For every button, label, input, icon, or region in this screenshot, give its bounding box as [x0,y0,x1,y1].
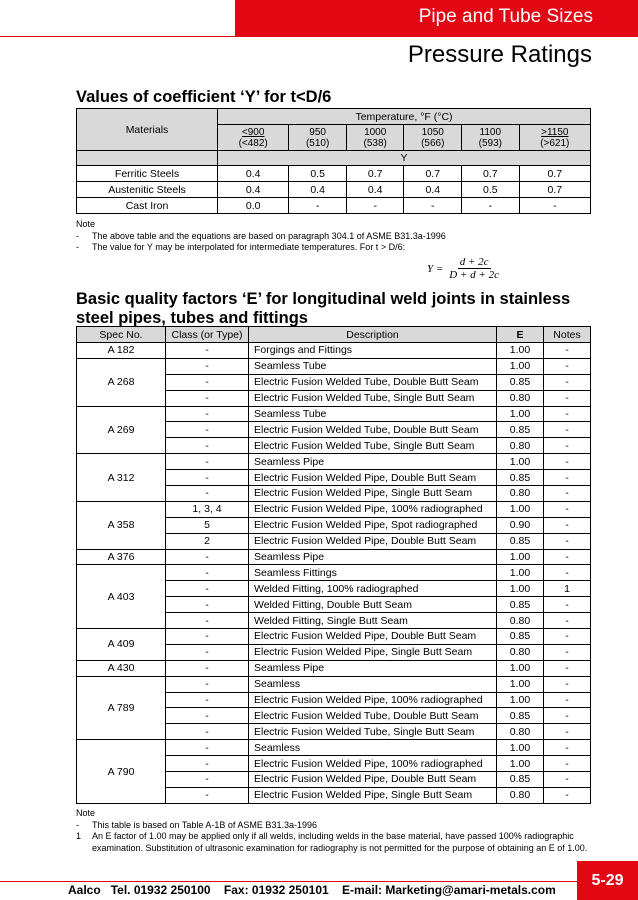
e-value-cell: 1.00 [497,676,544,692]
e-value-cell: 0.80 [497,787,544,803]
description-cell: Electric Fusion Welded Pipe, 100% radiographed [249,756,497,772]
class-cell: - [166,343,249,359]
notes-cell: - [544,343,591,359]
description-cell: Electric Fusion Welded Tube, Double Butt Seam [249,708,497,724]
e-value-cell: 1.00 [497,692,544,708]
footer-company: Aalco [68,883,101,897]
description-cell: Electric Fusion Welded Pipe, Double Butt Seam [249,772,497,788]
y-value-cell: 0.4 [218,166,289,182]
spec-cell: A 269 [77,406,166,454]
table-row [77,454,591,470]
y-table-row [77,198,591,214]
table-row [77,660,591,676]
description-cell: Electric Fusion Welded Pipe, Single Butt Seam [249,644,497,660]
y-value-cell: 0.7 [404,166,462,182]
y-value-cell: 0.7 [519,166,590,182]
spec-cell: A 268 [77,358,166,406]
notes-cell: 1 [544,581,591,597]
notes-cell: - [544,517,591,533]
class-cell: - [166,740,249,756]
description-cell: Seamless Pipe [249,660,497,676]
spec-cell: A 358 [77,501,166,549]
e-value-cell: 1.00 [497,740,544,756]
y-value-cell: 0.4 [218,182,289,198]
e-value-cell: 0.85 [497,629,544,645]
y-value-cell: - [462,198,520,214]
y-value-cell: 0.4 [404,182,462,198]
class-cell: 2 [166,533,249,549]
section-banner [235,0,638,36]
note-title: Note [76,808,96,818]
spec-cell: A 182 [77,343,166,359]
temp-col-3: 1050 (566) [404,125,462,151]
temp-col-0: <900 (<482) [218,125,289,151]
notes-cell: - [544,358,591,374]
class-cell: - [166,374,249,390]
description-cell: Seamless [249,676,497,692]
class-cell: 1, 3, 4 [166,501,249,517]
class-cell: - [166,565,249,581]
table-row [77,501,591,517]
e-table-heading: Basic quality factors ‘E’ for longitudinal weld joints in stainless steel pipes, tubes and fittings [76,290,571,327]
class-cell: - [166,438,249,454]
materials-header: Materials [77,109,218,151]
notes-cell: - [544,787,591,803]
page-number: 5-29 [577,861,638,900]
notes-cell: - [544,740,591,756]
footer-contact [68,883,556,897]
description-cell: Electric Fusion Welded Pipe, Double Butt Seam [249,629,497,645]
y-value-cell: 0.7 [519,182,590,198]
e-value-cell: 1.00 [497,454,544,470]
y-value-cell: 0.0 [218,198,289,214]
y-value-cell: - [519,198,590,214]
class-cell: - [166,676,249,692]
notes-cell: - [544,629,591,645]
class-cell: - [166,724,249,740]
description-cell: Welded Fitting, Single Butt Seam [249,613,497,629]
y-table-row [77,182,591,198]
e-value-cell: 0.85 [497,772,544,788]
description-cell: Electric Fusion Welded Pipe, Spot radiographed [249,517,497,533]
class-cell: - [166,549,249,565]
description-cell: Forgings and Fittings [249,343,497,359]
y-value-cell: 0.4 [346,182,404,198]
description-cell: Seamless [249,740,497,756]
description-cell: Electric Fusion Welded Tube, Double Butt Seam [249,422,497,438]
description-cell: Electric Fusion Welded Pipe, 100% radiographed [249,692,497,708]
e-value-cell: 0.80 [497,486,544,502]
notes-cell: - [544,374,591,390]
e-value-cell: 0.80 [497,438,544,454]
notes-cell: - [544,613,591,629]
y-value-cell: - [404,198,462,214]
class-cell: - [166,358,249,374]
col-notes: Notes [544,327,591,343]
e-value-cell: 1.00 [497,549,544,565]
temp-col-5: >1150 (>621) [519,125,590,151]
table-row [77,629,591,645]
col-class: Class (or Type) [166,327,249,343]
notes-cell: - [544,756,591,772]
e-value-cell: 0.85 [497,470,544,486]
e-value-cell: 1.00 [497,581,544,597]
spec-cell: A 790 [77,740,166,804]
spec-cell: A 312 [77,454,166,502]
col-spec: Spec No. [77,327,166,343]
e-value-cell: 1.00 [497,358,544,374]
description-cell: Seamless Pipe [249,454,497,470]
description-cell: Electric Fusion Welded Tube, Single Butt Seam [249,390,497,406]
class-cell: - [166,660,249,676]
notes-cell: - [544,660,591,676]
class-cell: 5 [166,517,249,533]
class-cell: - [166,613,249,629]
table-row [77,358,591,374]
class-cell: - [166,756,249,772]
material-cell: Ferritic Steels [77,166,218,182]
description-cell: Seamless Tube [249,358,497,374]
description-cell: Electric Fusion Welded Pipe, 100% radiographed [249,501,497,517]
table-row [77,740,591,756]
class-cell: - [166,422,249,438]
blank-cell [77,151,218,166]
notes-cell: - [544,692,591,708]
class-cell: - [166,787,249,803]
footer-fax: Fax: 01932 250101 [223,883,329,897]
notes-cell: - [544,486,591,502]
e-value-cell: 0.80 [497,644,544,660]
e-value-cell: 1.00 [497,406,544,422]
y-coefficient-table [76,108,591,214]
e-value-cell: 0.85 [497,374,544,390]
temp-col-4: 1100 (593) [462,125,520,151]
e-value-cell: 0.90 [497,517,544,533]
e-value-cell: 0.85 [497,422,544,438]
e-value-cell: 0.80 [497,724,544,740]
e-value-cell: 0.85 [497,708,544,724]
description-cell: Welded Fitting, Double Butt Seam [249,597,497,613]
y-table-row [77,166,591,182]
y-formula [427,256,499,281]
table-row [77,406,591,422]
formula-denominator: D + d + 2c [449,269,499,281]
class-cell: - [166,486,249,502]
note-line: - The above table and the equations are based on paragraph 304.1 of ASME B31.3a-1996 [76,230,446,241]
e-value-cell: 0.85 [497,533,544,549]
description-cell: Electric Fusion Welded Pipe, Double Butt Seam [249,533,497,549]
class-cell: - [166,470,249,486]
y-value-cell: - [289,198,347,214]
class-cell: - [166,644,249,660]
description-cell: Electric Fusion Welded Pipe, Single Butt Seam [249,787,497,803]
class-cell: - [166,708,249,724]
notes-cell: - [544,390,591,406]
y-value-cell: 0.5 [462,182,520,198]
material-cell: Cast Iron [77,198,218,214]
spec-cell: A 403 [77,565,166,629]
y-value-cell: 0.7 [462,166,520,182]
e-table-notes [76,808,596,854]
spec-cell: A 789 [77,676,166,740]
formula-numerator: d + 2c [459,256,489,268]
notes-cell: - [544,406,591,422]
description-cell: Electric Fusion Welded Pipe, Double Butt Seam [249,470,497,486]
e-value-cell: 0.80 [497,613,544,629]
y-table-notes [76,219,596,254]
table-row [77,549,591,565]
material-cell: Austenitic Steels [77,182,218,198]
notes-cell: - [544,597,591,613]
notes-cell: - [544,501,591,517]
notes-cell: - [544,438,591,454]
notes-cell: - [544,724,591,740]
header-divider [0,36,638,37]
table-row [77,343,591,359]
class-cell: - [166,390,249,406]
notes-cell: - [544,549,591,565]
notes-cell: - [544,533,591,549]
e-value-cell: 0.80 [497,390,544,406]
note-line: - This table is based on Table A-1B of ASME B31.3a-1996 [76,819,317,830]
description-cell: Seamless Fittings [249,565,497,581]
section-title: Pipe and Tube Sizes [418,6,593,27]
class-cell: - [166,692,249,708]
class-cell: - [166,597,249,613]
col-e: E [497,327,544,343]
table-row [77,676,591,692]
description-cell: Seamless Pipe [249,549,497,565]
notes-cell: - [544,772,591,788]
description-cell: Electric Fusion Welded Tube, Single Butt Seam [249,438,497,454]
e-value-cell: 0.85 [497,597,544,613]
y-table-body [77,166,591,214]
spec-cell: A 376 [77,549,166,565]
class-cell: - [166,406,249,422]
e-value-cell: 1.00 [497,343,544,359]
class-cell: - [166,454,249,470]
y-value-cell: 0.5 [289,166,347,182]
description-cell: Electric Fusion Welded Tube, Double Butt Seam [249,374,497,390]
y-table-heading: Values of coefficient ‘Y’ for t<D/6 [76,88,332,106]
note-line: 1 An E factor of 1.00 may be applied only if all welds, including welds in the base material, have passed 100% radiographic examination. Substitution of ultrasonic examination for radiography is not permitted for the purpose of obtaining an E of 1.00. [76,831,588,853]
note-line: - The value for Y may be interpolated for intermediate temperatures. For t > D/6: [76,242,406,252]
note-title: Note [76,219,96,229]
spec-cell: A 430 [77,660,166,676]
notes-cell: - [544,644,591,660]
page-title: Pressure Ratings [407,41,592,68]
e-factor-table [76,326,591,804]
description-cell: Welded Fitting, 100% radiographed [249,581,497,597]
description-cell: Seamless Tube [249,406,497,422]
e-value-cell: 1.00 [497,501,544,517]
notes-cell: - [544,422,591,438]
footer-tel: Tel. 01932 250100 [110,883,211,897]
spec-cell: A 409 [77,629,166,661]
y-value-cell: - [346,198,404,214]
y-value-cell: 0.4 [289,182,347,198]
class-cell: - [166,772,249,788]
class-cell: - [166,581,249,597]
formula-lhs: Y = [427,262,444,275]
temperature-header: Temperature, °F (°C) [218,109,591,125]
y-value-cell: 0.7 [346,166,404,182]
description-cell: Electric Fusion Welded Tube, Single Butt Seam [249,724,497,740]
description-cell: Electric Fusion Welded Pipe, Single Butt Seam [249,486,497,502]
table-row [77,565,591,581]
e-table-body [77,343,591,804]
notes-cell: - [544,708,591,724]
class-cell: - [166,629,249,645]
footer-email[interactable]: E-mail: Marketing@amari-metals.com [342,883,556,897]
e-value-cell: 1.00 [497,660,544,676]
formula-fraction [449,256,499,281]
e-value-cell: 1.00 [497,756,544,772]
notes-cell: - [544,470,591,486]
temp-col-2: 1000 (538) [346,125,404,151]
e-value-cell: 1.00 [497,565,544,581]
notes-cell: - [544,676,591,692]
temp-col-1: 950 (510) [289,125,347,151]
notes-cell: - [544,454,591,470]
footer-divider [0,881,638,882]
col-description: Description [249,327,497,343]
y-label: Y [218,151,591,166]
notes-cell: - [544,565,591,581]
